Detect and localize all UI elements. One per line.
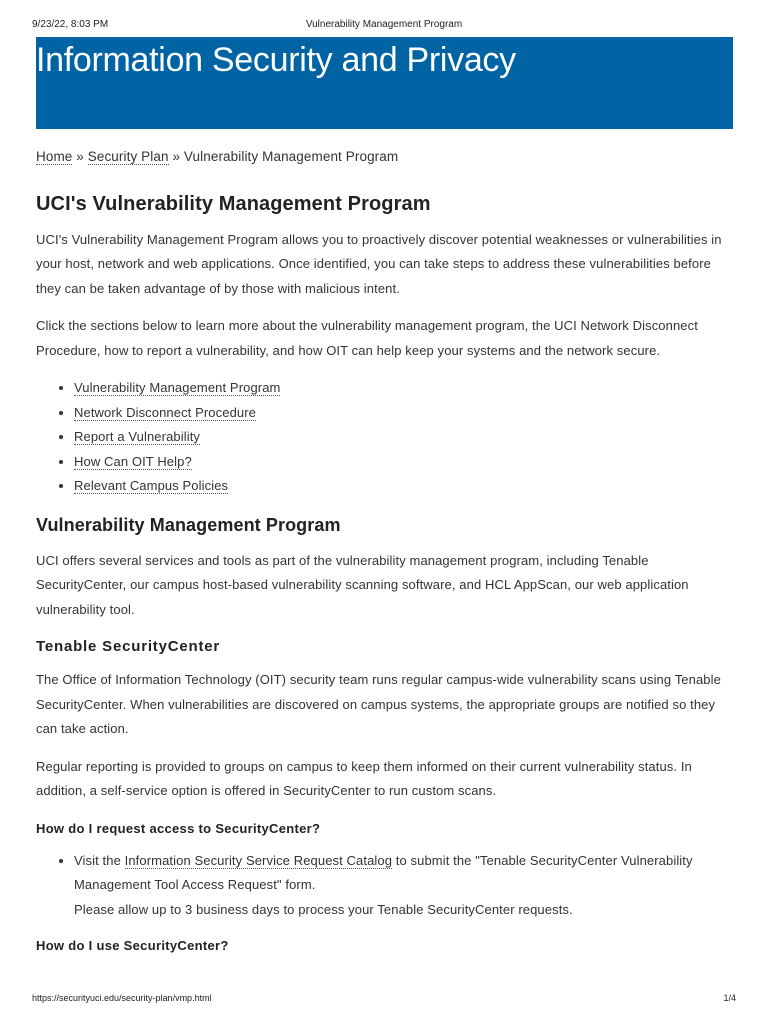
access-heading: How do I request access to SecurityCenter? <box>36 820 321 836</box>
intro-paragraph: UCI's Vulnerability Management Program allows you to proactively discover potential weaknesses or vulnerabilities in your host, network and web applications. Once identified, you can take steps to address these vulnerabilities before they can be taken advantage of by those with malicious intent. <box>36 231 722 296</box>
page-title: UCI's Vulnerability Management Program <box>36 192 431 215</box>
tenable-paragraph-2: Regular reporting is provided to groups on campus to keep them informed on their current vulnerability status. In addition, a self-service option is offered in SecurityCenter to run custom scans. <box>36 758 692 798</box>
breadcrumb-home-link[interactable]: Home <box>36 149 73 164</box>
list-item <box>74 425 730 450</box>
vmp-section-link[interactable]: Vulnerability Management Program <box>74 380 281 395</box>
vmp-heading: Vulnerability Management Program <box>36 514 341 535</box>
sections-paragraph: Click the sections below to learn more about the vulnerability management program, the UCI Network Disconnect Procedure, how to report a vulnerability, and how OIT can help keep your systems and the network secure. <box>36 318 698 358</box>
oit-help-link[interactable]: How Can OIT Help? <box>74 453 192 469</box>
list-item <box>74 474 730 499</box>
print-page-title: Vulnerability Management Program <box>305 19 463 30</box>
breadcrumb-security-plan-link[interactable]: Security Plan <box>87 149 169 164</box>
tenable-heading: Tenable SecurityCenter <box>36 638 221 655</box>
access-prefix: Visit the <box>74 852 121 868</box>
page-number: 1/4 <box>723 993 736 1003</box>
site-title[interactable]: Information Security and Privacy <box>36 41 516 79</box>
print-url: https://securityuci.edu/security-plan/vmp.html <box>32 993 212 1003</box>
site-banner <box>36 37 733 129</box>
service-request-catalog-link[interactable]: Information Security Service Request Catalog <box>124 852 393 868</box>
breadcrumb-current: Vulnerability Management Program <box>183 149 399 164</box>
access-suffix: to submit the "Tenable SecurityCenter Vulnerability Management Tool Access Request" form. <box>74 852 693 892</box>
access-note: Please allow up to 3 business days to process your Tenable SecurityCenter requests. <box>74 901 573 917</box>
vmp-paragraph: UCI offers several services and tools as part of the vulnerability management program, including Tenable SecurityCenter, our campus host-based vulnerability scanning software, and HCL AppScan, our web application vulnerability tool. <box>36 552 689 617</box>
tenable-paragraph-1: The Office of Information Technology (OIT) security team runs regular campus-wide vulnerability scans using Tenable SecurityCenter. When vulnerabilities are discovered on campus systems, the appropriate groups are notified so they can take action. <box>36 672 721 736</box>
print-datetime: 9/23/22, 8:03 PM <box>32 19 109 30</box>
main-content <box>36 145 730 966</box>
list-item <box>74 849 730 923</box>
report-vulnerability-link[interactable]: Report a Vulnerability <box>74 429 201 444</box>
section-link-list <box>36 376 730 499</box>
breadcrumb <box>36 145 730 170</box>
list-item <box>74 401 730 426</box>
list-item <box>74 450 730 475</box>
breadcrumb-separator: » <box>76 149 84 164</box>
campus-policies-link[interactable]: Relevant Campus Policies <box>74 478 229 493</box>
list-item <box>74 376 730 401</box>
breadcrumb-separator: » <box>172 149 181 164</box>
use-heading: How do I use SecurityCenter? <box>36 938 229 953</box>
access-list <box>36 849 730 923</box>
network-disconnect-link[interactable]: Network Disconnect Procedure <box>74 404 256 420</box>
